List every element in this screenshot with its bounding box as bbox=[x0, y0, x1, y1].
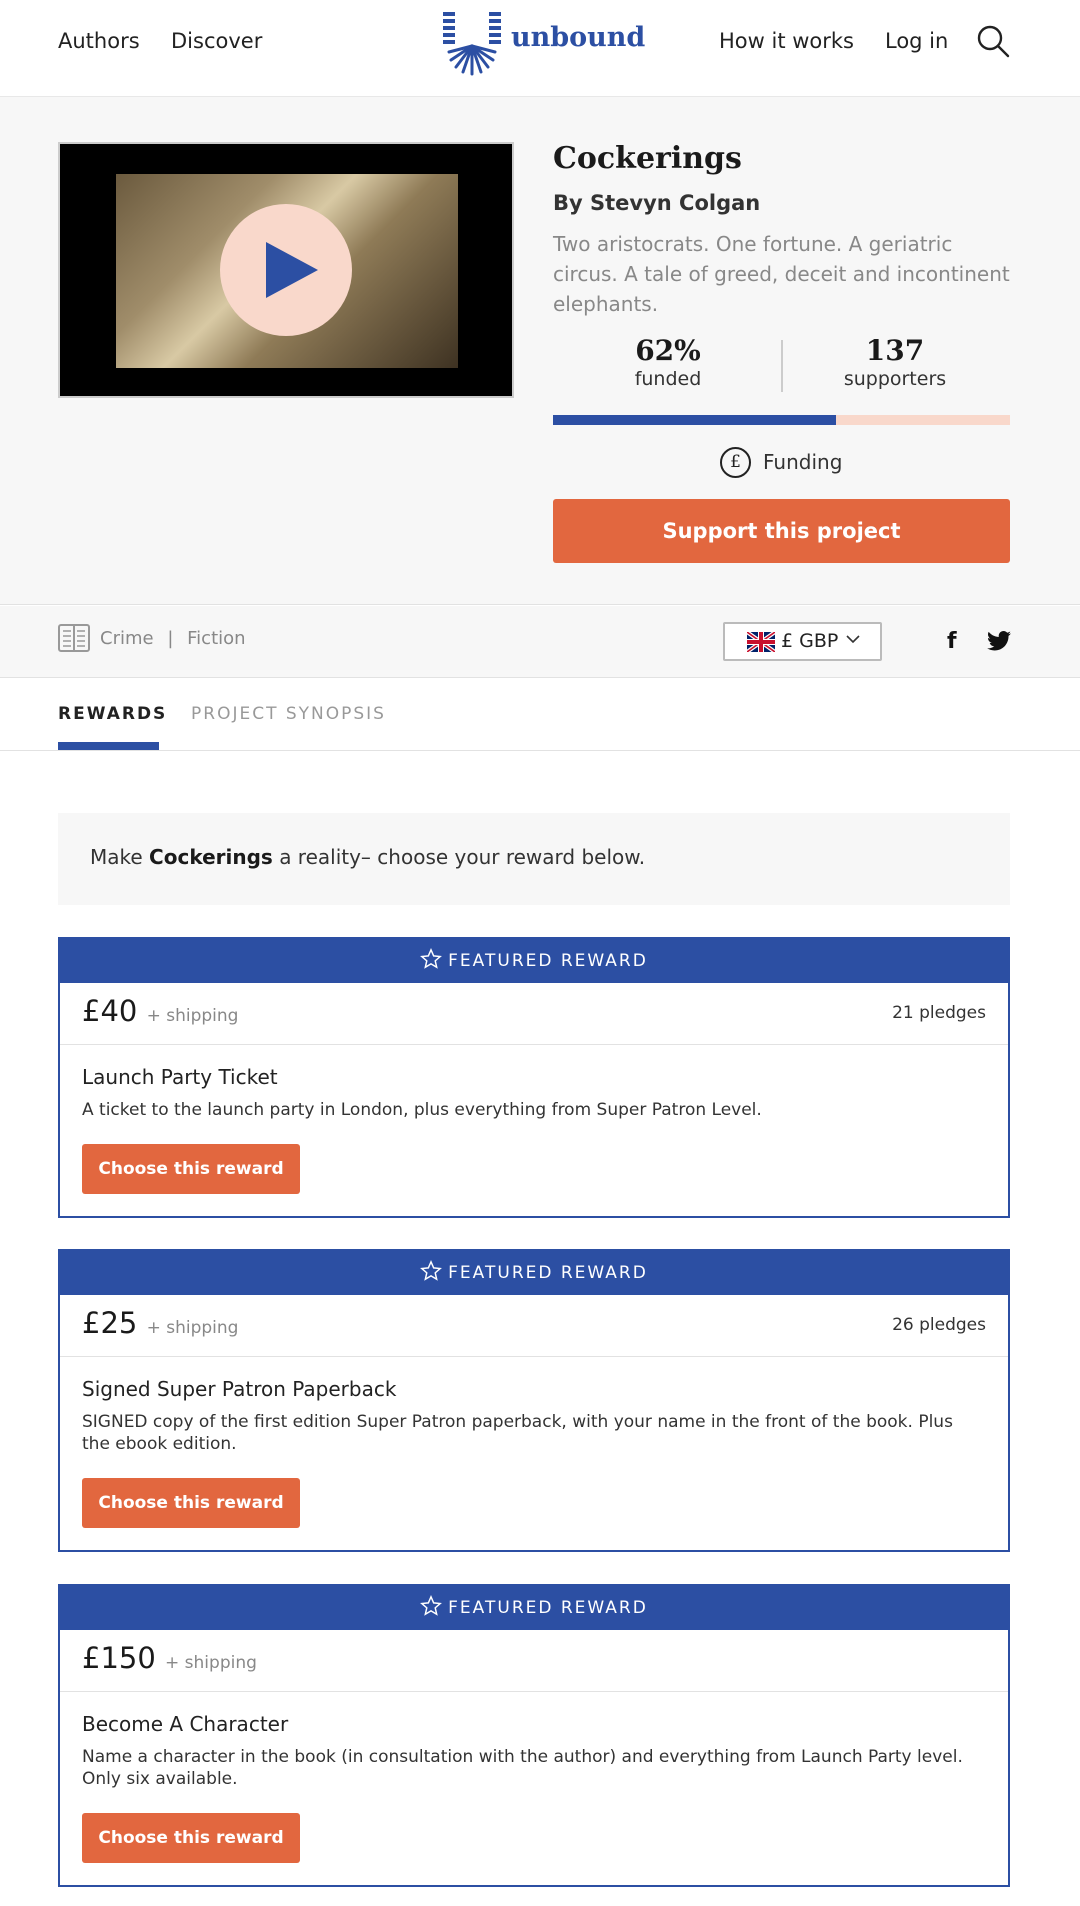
reward-price-row bbox=[60, 1295, 1008, 1357]
currency-label: £ GBP bbox=[781, 630, 839, 652]
funding-label: Funding bbox=[763, 450, 843, 474]
supporters-label: supporters bbox=[843, 368, 947, 390]
book-icon bbox=[58, 623, 90, 653]
facebook-icon[interactable]: f bbox=[947, 629, 957, 654]
site-header bbox=[0, 0, 1080, 97]
logo-wordmark: unbound bbox=[511, 22, 646, 53]
reward-card bbox=[58, 1249, 1010, 1552]
funding-progress-fill bbox=[553, 415, 836, 425]
reward-shipping: + shipping bbox=[146, 1318, 239, 1338]
funded-stat bbox=[578, 335, 758, 391]
star-icon bbox=[420, 1260, 442, 1282]
supporters-count: 137 bbox=[865, 334, 925, 367]
reward-pledge-count: 21 pledges bbox=[892, 1003, 986, 1023]
active-tab-indicator bbox=[58, 742, 159, 750]
reward-shipping: + shipping bbox=[146, 1006, 239, 1026]
funded-label: funded bbox=[634, 368, 702, 390]
supporters-stat bbox=[805, 335, 985, 391]
featured-reward-label: FEATURED REWARD bbox=[448, 1598, 648, 1618]
reward-title: Signed Super Patron Paperback bbox=[82, 1377, 397, 1401]
genre-crime-link[interactable]: Crime bbox=[100, 628, 154, 649]
reward-description: Name a character in the book (in consultation with the author) and everything from Launch Party level. Only six available. bbox=[82, 1747, 963, 1789]
reward-body bbox=[60, 1692, 1008, 1887]
genre-separator: | bbox=[167, 628, 174, 649]
project-tabs bbox=[0, 678, 1080, 751]
reward-body bbox=[60, 1357, 1008, 1552]
reward-price-amount: £40 bbox=[82, 994, 138, 1028]
reward-price-amount: £25 bbox=[82, 1306, 138, 1340]
reward-title: Become A Character bbox=[82, 1712, 289, 1736]
unbound-logo[interactable] bbox=[441, 10, 646, 78]
star-icon bbox=[420, 1595, 442, 1617]
genre-fiction-link[interactable]: Fiction bbox=[187, 628, 246, 649]
reward-description: A ticket to the launch party in London, plus everything from Super Patron Level. bbox=[82, 1100, 762, 1120]
video-player[interactable] bbox=[58, 142, 514, 398]
featured-reward-label: FEATURED REWARD bbox=[448, 1263, 648, 1283]
project-hero bbox=[0, 97, 1080, 605]
featured-reward-banner bbox=[60, 1251, 1008, 1295]
nav-authors-link[interactable]: Authors bbox=[58, 29, 140, 53]
choose-reward-button[interactable]: Choose this reward bbox=[82, 1478, 300, 1528]
reward-price-row bbox=[60, 983, 1008, 1045]
tab-rewards[interactable]: REWARDS bbox=[58, 704, 168, 724]
play-icon bbox=[266, 242, 318, 298]
reward-price-row bbox=[60, 1630, 1008, 1692]
reward-description: SIGNED copy of the first edition Super Patron paperback, with your name in the front of the book. Plus the ebook edition. bbox=[82, 1412, 953, 1454]
project-title: Cockerings bbox=[553, 141, 742, 176]
intro-prefix: Make bbox=[90, 845, 143, 869]
search-icon[interactable] bbox=[976, 24, 1010, 58]
rewards-intro bbox=[58, 813, 1010, 905]
star-icon bbox=[420, 948, 442, 970]
nav-login-link[interactable]: Log in bbox=[885, 29, 949, 53]
support-project-button[interactable]: Support this project bbox=[553, 499, 1010, 563]
nav-discover-link[interactable]: Discover bbox=[171, 29, 263, 53]
reward-title: Launch Party Ticket bbox=[82, 1065, 278, 1089]
reward-price bbox=[82, 1306, 238, 1340]
featured-reward-label: FEATURED REWARD bbox=[448, 951, 648, 971]
tab-project-synopsis[interactable]: PROJECT SYNOPSIS bbox=[191, 704, 386, 724]
genre-list bbox=[100, 628, 246, 649]
chevron-down-icon bbox=[846, 632, 860, 646]
reward-price bbox=[82, 994, 238, 1028]
project-author[interactable]: By Stevyn Colgan bbox=[553, 191, 761, 215]
project-meta-bar bbox=[0, 606, 1080, 678]
reward-shipping: + shipping bbox=[165, 1653, 257, 1673]
rewards-intro-text bbox=[90, 845, 645, 869]
nav-how-it-works-link[interactable]: How it works bbox=[719, 29, 854, 53]
project-blurb: Two aristocrats. One fortune. A geriatric circus. A tale of greed, deceit and incontinent elephants. bbox=[553, 232, 1010, 316]
reward-card bbox=[58, 937, 1010, 1218]
reward-body bbox=[60, 1045, 1008, 1218]
unbound-logo-icon bbox=[441, 10, 503, 76]
reward-price bbox=[82, 1641, 257, 1675]
reward-card bbox=[58, 1584, 1010, 1887]
funded-percent: 62% bbox=[635, 334, 701, 367]
stat-divider bbox=[781, 340, 783, 392]
intro-project-name: Cockerings bbox=[149, 845, 273, 869]
funding-progress-bar bbox=[553, 415, 1010, 425]
pound-icon: £ bbox=[720, 447, 751, 478]
currency-selector[interactable] bbox=[723, 622, 882, 661]
featured-reward-banner bbox=[60, 939, 1008, 983]
reward-price-amount: £150 bbox=[82, 1641, 156, 1675]
uk-flag-icon bbox=[747, 632, 775, 652]
choose-reward-button[interactable]: Choose this reward bbox=[82, 1813, 300, 1863]
reward-pledge-count: 26 pledges bbox=[892, 1315, 986, 1335]
intro-suffix: a reality– choose your reward below. bbox=[279, 845, 646, 869]
play-button[interactable] bbox=[220, 204, 352, 336]
choose-reward-button[interactable]: Choose this reward bbox=[82, 1144, 300, 1194]
featured-reward-banner bbox=[60, 1586, 1008, 1630]
twitter-icon[interactable] bbox=[987, 631, 1011, 651]
